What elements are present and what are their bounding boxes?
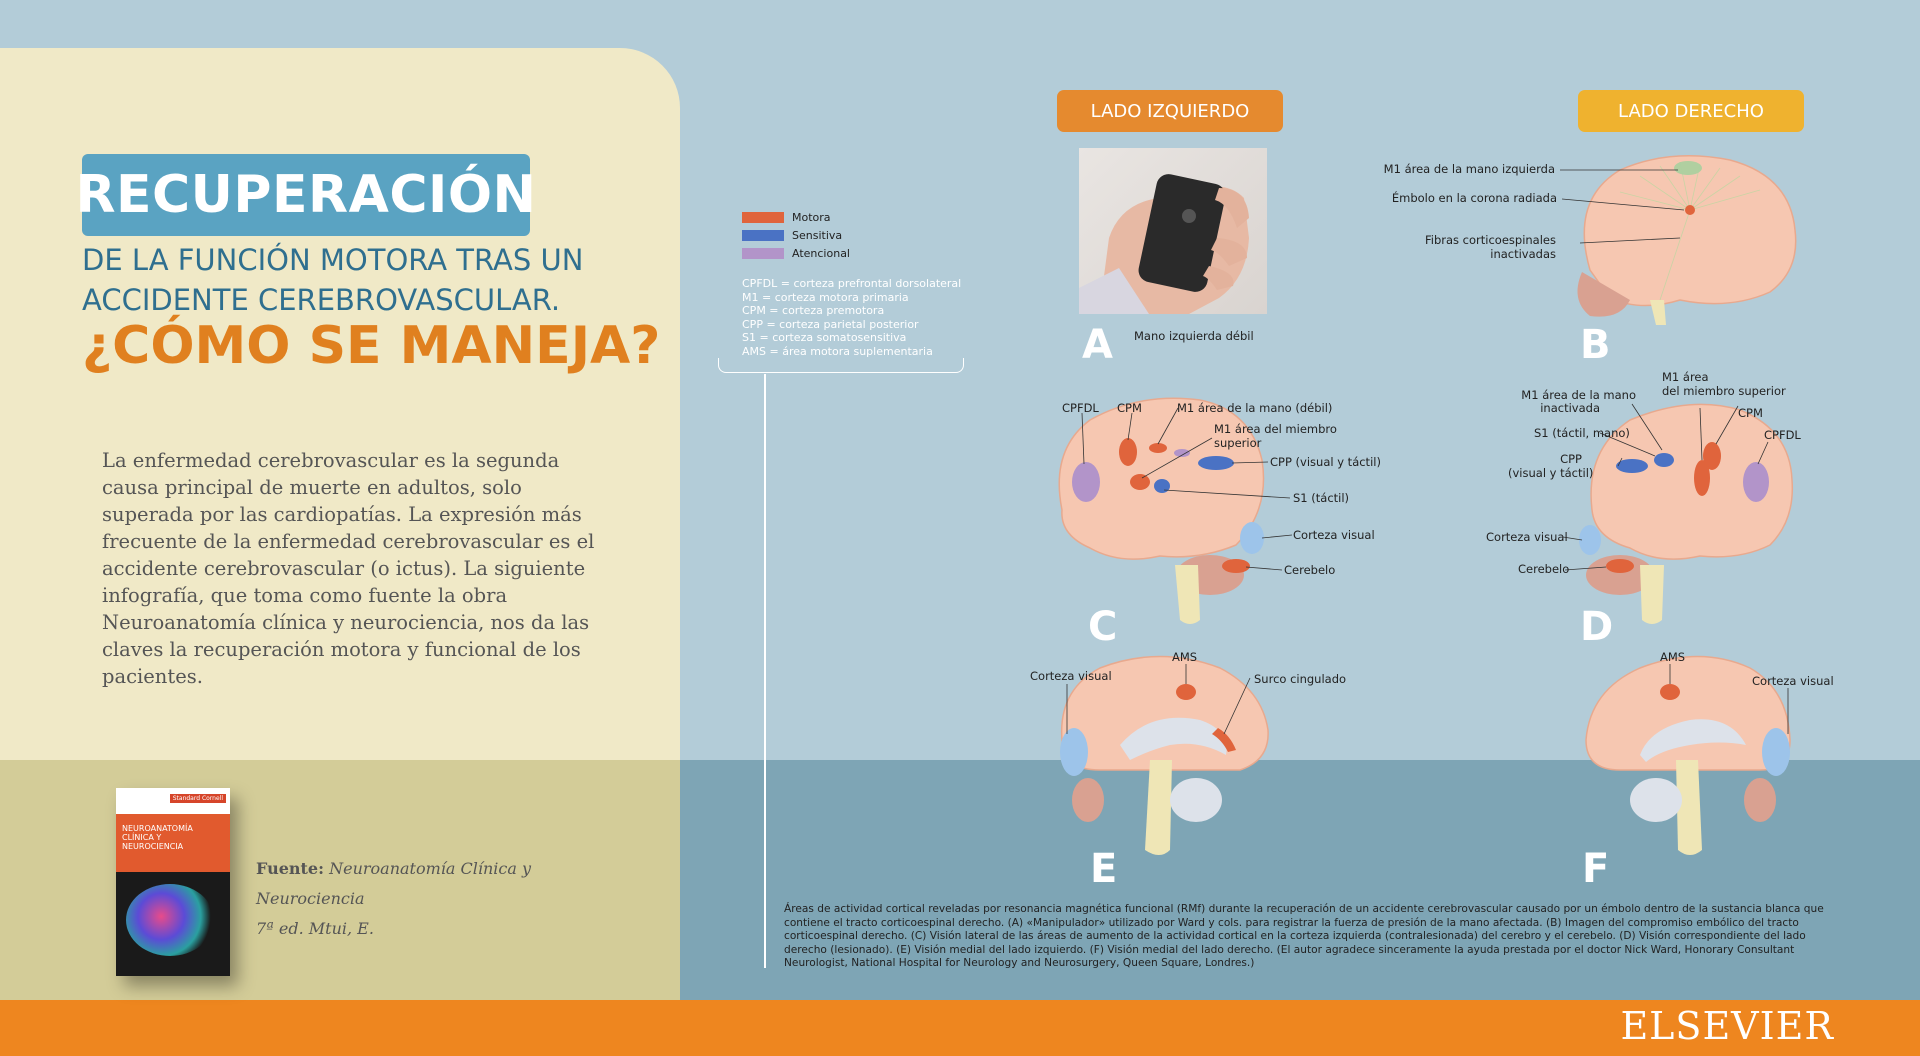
panel-a-label: Mano izquierda débil: [1134, 329, 1254, 343]
legend-label: Atencional: [792, 246, 850, 260]
book-title: NEUROANATOMÍA CLÍNICA Y NEUROCIENCIA: [122, 824, 193, 851]
label-c-cerebellum: Cerebelo: [1284, 563, 1336, 577]
source-edition: 7ª ed. Mtui, E.: [256, 919, 374, 938]
label-e-cingulate: Surco cingulado: [1254, 672, 1347, 686]
label-c-m1-limb-2: superior: [1214, 436, 1262, 450]
label-c-m1-limb: M1 área del miembro: [1214, 422, 1337, 436]
book-author: Standard Cornell: [170, 794, 226, 803]
panel-letter-b: B: [1580, 322, 1611, 368]
source-title: Neuroanatomía Clínica y Neurociencia: [256, 859, 532, 908]
label-d-visual: Corteza visual: [1486, 530, 1568, 544]
label-f-visual: Corteza visual: [1752, 674, 1834, 688]
panel-letter-c: C: [1088, 604, 1118, 650]
panel-letter-d: D: [1580, 604, 1614, 650]
subtitle-line-2: ACCIDENTE CEREBROVASCULAR.: [82, 283, 561, 317]
label-b-fibers-2: inactivadas: [1490, 247, 1556, 261]
label-d-cpp: CPP: [1560, 452, 1582, 466]
label-d-m1-hand: M1 área de la mano: [1521, 388, 1636, 402]
legend-label: Motora: [792, 210, 831, 224]
panel-letter-f: F: [1582, 846, 1610, 892]
right-side-label: LADO DERECHO: [1578, 90, 1804, 132]
abbreviation: AMS = área motora suplementaria: [742, 344, 933, 358]
source-label: Fuente:: [256, 859, 324, 878]
abbreviation: M1 = corteza motora primaria: [742, 290, 909, 304]
label-d-cpfdl: CPFDL: [1764, 428, 1801, 442]
question-heading: ¿CÓMO SE MANEJA?: [82, 316, 661, 376]
abbreviation: S1 = corteza somatosensitiva: [742, 331, 907, 344]
label-c-cpp: CPP (visual y táctil): [1270, 455, 1381, 469]
label-c-visual: Corteza visual: [1293, 528, 1375, 542]
figure-caption: Áreas de actividad cortical reveladas por resonancia magnética funcional (RMf) durante la recuperación de un accidente cerebrovascular causado por un émbolo dentro de la sustancia blanca que contiene el tracto corticoespinal derecho. (A) «Manipulador» utilizado por Ward y cols. para registrar la fuerza de presión de la mano afectada. (B) Imagen del compromiso embólico del tracto corticoespinal derecho. (C) Visión lateral de las áreas de aumento de la actividad cortical en la corteza izquierda (contralesionada) del cerebro y el cerebelo. (D) Visión correspondiente del lado derecho (lesionado). (E) Visión medial del lado izquierdo. (F) Visión medial del lado derecho. (El autor agradece sinceramente la ayuda prestada por el doctor Nick Ward, Honorary Consultant Neurologist, National Hospital for Neurology and Neurosurgery, Queen Square, Londres.): [784, 903, 1824, 970]
brain-e: [1060, 657, 1268, 856]
label-b-m1-hand: M1 área de la mano izquierda: [1383, 162, 1555, 176]
subtitle-line-1: DE LA FUNCIÓN MOTORA TRAS UN: [82, 243, 584, 277]
abbreviation: CPFDL = corteza prefrontal dorsolateral: [742, 277, 962, 290]
label-c-m1-hand: M1 área de la mano (débil): [1177, 401, 1333, 415]
panel-letter-a: A: [1082, 322, 1113, 368]
page-title: RECUPERACIÓN: [82, 154, 530, 236]
label-d-m1-area: M1 área: [1662, 370, 1709, 384]
label-d-m1-hand-2: inactivada: [1540, 401, 1600, 415]
label-e-ams: AMS: [1172, 650, 1198, 664]
label-d-cpm: CPM: [1738, 406, 1763, 420]
label-b-embolus: Émbolo en la corona radiada: [1391, 191, 1557, 205]
label-f-ams: AMS: [1660, 650, 1686, 664]
elsevier-logo: ELSEVIER: [1620, 1004, 1834, 1048]
abbreviation: CPM = corteza premotora: [742, 304, 885, 317]
brain-b: [1578, 156, 1796, 325]
label-d-cerebellum: Cerebelo: [1518, 562, 1570, 576]
label-e-visual: Corteza visual: [1030, 669, 1112, 683]
abbreviation: CPP = corteza parietal posterior: [742, 317, 919, 331]
label-d-cpp-2: (visual y táctil): [1508, 466, 1594, 480]
intro-paragraph: La enfermedad cerebrovascular es la segunda causa principal de muerte en adultos, solo superada por las cardiopatías. La expresión más frecuente de la enfermedad cerebrovascular es el accidente cerebrovascular (o ictus). La siguiente infografía, que toma como fuente la obra Neuroanatomía clínica y neurociencia, nos da las claves la recuperación motora y funcional de los pacientes.: [102, 449, 595, 688]
left-side-label: LADO IZQUIERDO: [1057, 90, 1283, 132]
label-d-m1-limb: del miembro superior: [1662, 384, 1786, 398]
legend-label: Sensitiva: [792, 228, 843, 242]
panel-letter-e: E: [1090, 846, 1118, 892]
label-c-s1: S1 (táctil): [1293, 491, 1350, 505]
label-c-cpfdl: CPFDL: [1062, 401, 1099, 415]
label-d-s1: S1 (táctil, mano): [1534, 426, 1630, 440]
label-b-fibers: Fibras corticoespinales: [1424, 233, 1556, 247]
label-c-cpm: CPM: [1117, 401, 1142, 415]
